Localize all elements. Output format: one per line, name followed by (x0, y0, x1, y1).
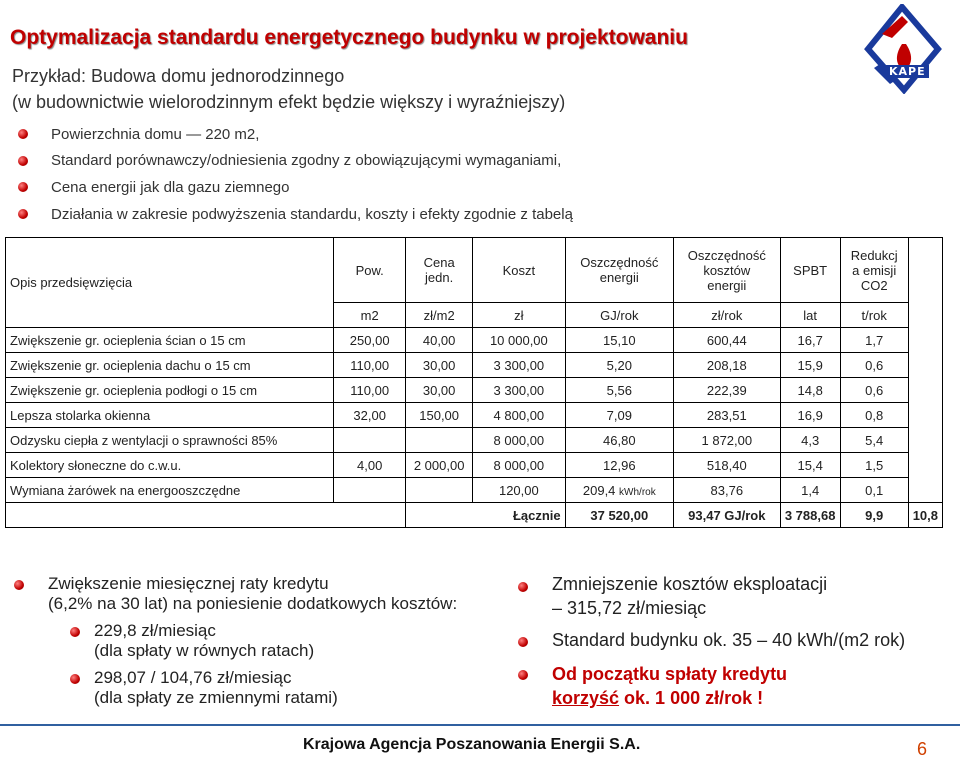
right-bullet-2: Standard budynku ok. 35 – 40 kWh/(m2 rok) (552, 630, 906, 650)
benefit-word: korzyść (552, 688, 620, 708)
cell: 10 000,00 (473, 328, 566, 353)
table-row (6, 478, 943, 503)
row-label: Zwiększenie gr. ocieplenia dachu o 15 cm (6, 353, 334, 378)
cell: 5,20 (565, 353, 673, 378)
cell: 1 872,00 (673, 428, 780, 453)
kape-logo-icon (852, 4, 942, 94)
total-co2: 10,8 (908, 503, 942, 528)
row-label: Odzysku ciepła z wentylacji o sprawności 85% (6, 428, 334, 453)
total-spbt: 9,9 (840, 503, 908, 528)
cell: 110,00 (334, 378, 406, 403)
unit-cell: zł/rok (673, 303, 780, 328)
intro-line-2: (w budownictwie wielorodzinnym efekt będzie większy i wyraźniejszy) (12, 92, 566, 112)
benefit-amount: ok. 1 000 zł/rok ! (619, 688, 764, 708)
intro-line-1: Przykład: Budowa domu jednorodzinnego (12, 66, 345, 86)
table-row (6, 378, 943, 403)
total-energy: 93,47 GJ/rok (673, 503, 780, 528)
total-cost-saving: 3 788,68 (780, 503, 840, 528)
cell: 3 300,00 (473, 378, 566, 403)
table-row (6, 428, 943, 453)
right-bullet-3-line-2 (552, 688, 763, 709)
cell: 110,00 (334, 353, 406, 378)
bullet-text: Powierzchnia domu — 220 m2, (51, 126, 260, 143)
bullet-icon (518, 582, 528, 592)
cell: 14,8 (780, 378, 840, 403)
bullet-icon (18, 129, 28, 139)
header-co2-reduction: Redukcj a emisji CO2 (840, 238, 908, 303)
cell: 1,5 (840, 453, 908, 478)
right-bullet-1-line-1: Zmniejszenie kosztów eksploatacji (552, 574, 828, 594)
cell (334, 478, 406, 503)
header-area: Pow. (334, 238, 406, 303)
unit-cell: zł (473, 303, 566, 328)
cell: 0,6 (840, 353, 908, 378)
left-sub-1-line-2: (dla spłaty w równych ratach) (94, 641, 315, 660)
cell: 30,00 (406, 378, 473, 403)
cell: 7,09 (565, 403, 673, 428)
cell: 5,4 (840, 428, 908, 453)
left-sub-2-line-2: (dla spłaty ze zmiennymi ratami) (94, 688, 338, 707)
cell: 120,00 (473, 478, 566, 503)
unit-cell: t/rok (840, 303, 908, 328)
cell: 16,7 (780, 328, 840, 353)
header-cost: Koszt (473, 238, 566, 303)
cell: 32,00 (334, 403, 406, 428)
cell: 1,4 (780, 478, 840, 503)
cell: 222,39 (673, 378, 780, 403)
bullet-icon (14, 580, 24, 590)
cell: 30,00 (406, 353, 473, 378)
page-number: 6 (917, 739, 928, 759)
header-energy-saving: Oszczędność energii (565, 238, 673, 303)
table-row (6, 353, 943, 378)
cell: 0,1 (840, 478, 908, 503)
bullet-text: Działania w zakresie podwyższenia standardu, koszty i efekty zgodnie z tabelą (51, 206, 573, 223)
cell: 250,00 (334, 328, 406, 353)
cell: 16,9 (780, 403, 840, 428)
cell: 15,9 (780, 353, 840, 378)
row-label: Kolektory słoneczne do c.w.u. (6, 453, 334, 478)
slide-title: Optymalizacja standardu energetycznego budynku w projektowaniu (10, 26, 688, 49)
cell: 2 000,00 (406, 453, 473, 478)
table-row (6, 328, 943, 353)
cell: 150,00 (406, 403, 473, 428)
cell: 83,76 (673, 478, 780, 503)
cell: 209,4 kWh/rok (565, 478, 673, 503)
cell: 0,6 (840, 378, 908, 403)
cell: 283,51 (673, 403, 780, 428)
total-cost: 37 520,00 (565, 503, 673, 528)
cell: 600,44 (673, 328, 780, 353)
row-label: Zwiększenie gr. ocieplenia ścian o 15 cm (6, 328, 334, 353)
left-sub-1-line-1: 229,8 zł/miesiąc (94, 621, 216, 640)
right-bullet-3-line-1: Od początku spłaty kredytu (552, 664, 788, 684)
right-bullet-1-line-2: – 315,72 zł/miesiąc (552, 598, 707, 618)
kwh-unit: kWh/rok (619, 486, 656, 498)
total-row (6, 503, 943, 528)
cell (334, 428, 406, 453)
cell: 40,00 (406, 328, 473, 353)
cell: 5,56 (565, 378, 673, 403)
cell: 4,00 (334, 453, 406, 478)
cell: 4 800,00 (473, 403, 566, 428)
header-description: Opis przedsięwzięcia (6, 238, 334, 328)
bullet-text: Standard porównawczy/odniesienia zgodny z obowiązującymi wymaganiami, (51, 152, 562, 169)
left-sub-2-line-1: 298,07 / 104,76 zł/miesiąc (94, 668, 292, 687)
bullet-icon (18, 156, 28, 166)
cell (406, 478, 473, 503)
unit-cell: m2 (334, 303, 406, 328)
header-unit-price: Cena jedn. (406, 238, 473, 303)
table-row (6, 453, 943, 478)
left-bullet-1-line-1: Zwiększenie miesięcznej raty kredytu (48, 574, 329, 593)
cell: 15,10 (565, 328, 673, 353)
bullet-icon (518, 637, 528, 647)
bullet-icon (18, 182, 28, 192)
footer-text: Krajowa Agencja Poszanowania Energii S.A. (303, 736, 641, 753)
cell: 518,40 (673, 453, 780, 478)
cell: 12,96 (565, 453, 673, 478)
cell: 4,3 (780, 428, 840, 453)
cell: 15,4 (780, 453, 840, 478)
bullet-icon (18, 209, 28, 219)
left-bullet-1-line-2: (6,2% na 30 lat) na poniesienie dodatkowych kosztów: (48, 594, 458, 613)
bullet-icon (70, 627, 80, 637)
cell: 3 300,00 (473, 353, 566, 378)
bullet-text: Cena energii jak dla gazu ziemnego (51, 179, 290, 196)
cell (406, 428, 473, 453)
cell: 46,80 (565, 428, 673, 453)
total-label: Łącznie (406, 503, 565, 528)
row-label: Lepsza stolarka okienna (6, 403, 334, 428)
unit-cell: GJ/rok (565, 303, 673, 328)
header-spbt: SPBT (780, 238, 840, 303)
unit-cell: zł/m2 (406, 303, 473, 328)
bullet-icon (70, 674, 80, 684)
cell: 208,18 (673, 353, 780, 378)
cost-table (5, 237, 943, 528)
row-label: Zwiększenie gr. ocieplenia podłogi o 15 cm (6, 378, 334, 403)
cell: 0,8 (840, 403, 908, 428)
table-row (6, 403, 943, 428)
cell: 8 000,00 (473, 428, 566, 453)
row-label: Wymiana żarówek na energooszczędne (6, 478, 334, 503)
bullet-icon (518, 670, 528, 680)
unit-cell: lat (780, 303, 840, 328)
footer-divider (0, 724, 960, 726)
logo-label: KAPE (886, 65, 929, 78)
header-cost-saving: Oszczędność kosztów energii (673, 238, 780, 303)
cell: 8 000,00 (473, 453, 566, 478)
cell: 1,7 (840, 328, 908, 353)
